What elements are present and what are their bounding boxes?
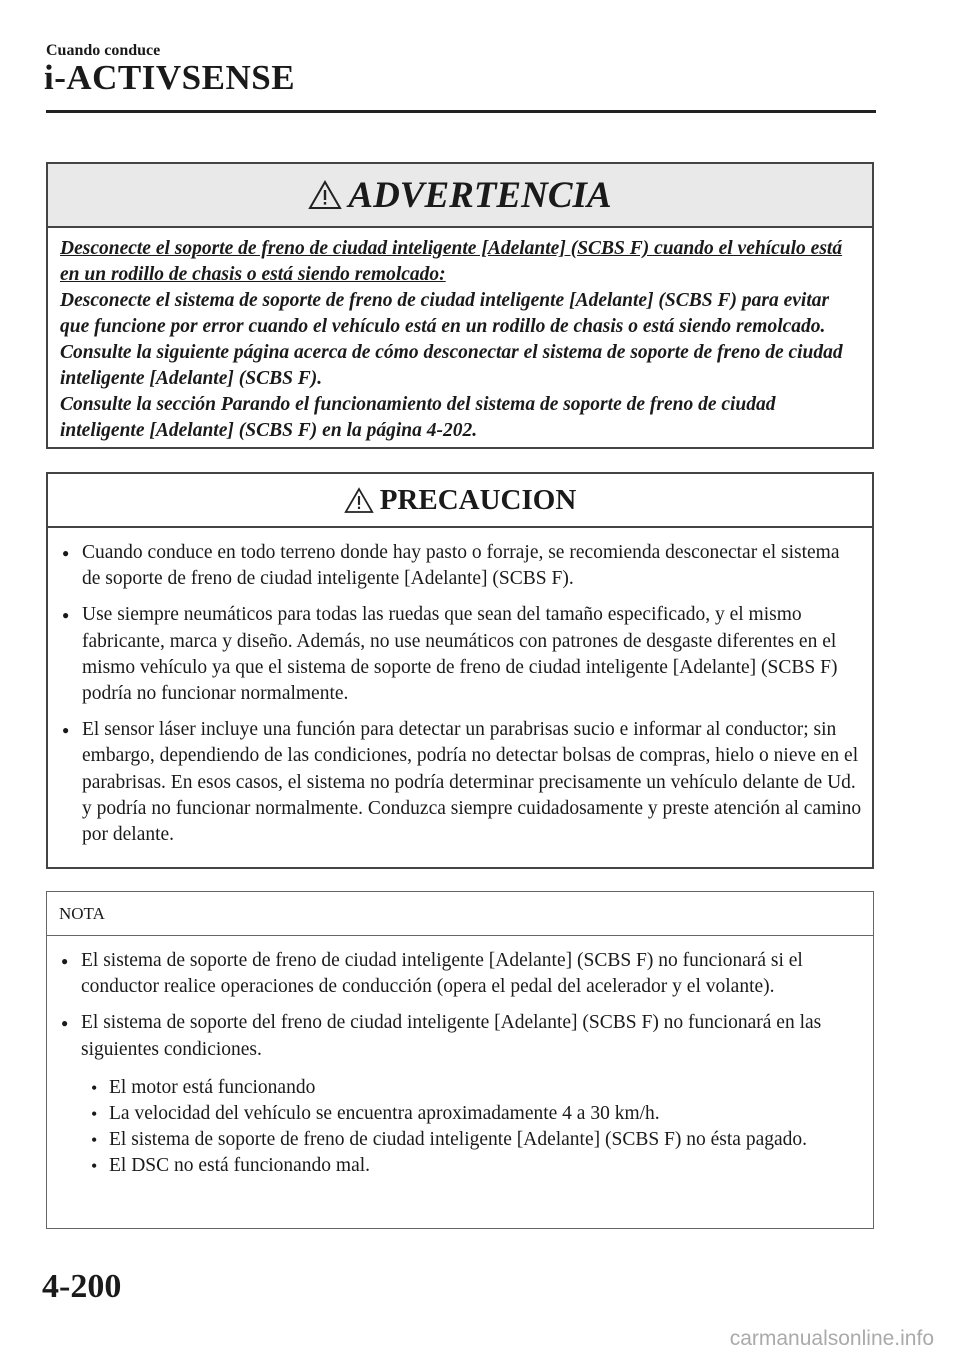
warning-header	[48, 164, 872, 228]
list-item	[59, 1010, 863, 1179]
caution-title: PRECAUCION	[379, 483, 577, 516]
note-box	[46, 891, 874, 1229]
header-divider	[46, 110, 876, 113]
list-item-text: El sistema de soporte del freno de ciudad inteligente [Adelante] (SCBS F) no funcionará en las siguientes condiciones.	[81, 1012, 822, 1060]
warning-body	[48, 228, 872, 444]
warning-triangle-icon	[308, 180, 342, 210]
sub-list-item: • La velocidad del vehículo se encuentra aproximadamente 4 a 30 km/h.	[81, 1101, 863, 1127]
note-sublist	[81, 1067, 863, 1180]
sub-list-item: • El sistema de soporte de freno de ciudad inteligente [Adelante] (SCBS F) no ésta pagado.	[81, 1127, 863, 1153]
warning-title: ADVERTENCIA	[348, 174, 612, 216]
caution-triangle-icon	[344, 487, 374, 514]
warning-reference: Consulte la sección Parando el funcionamiento del sistema de soporte de freno de ciudad inteligente [Adelante] (SCBS F) en la página 4-202.	[60, 394, 776, 441]
page-number: 4-200	[42, 1268, 122, 1305]
note-title: NOTA	[59, 903, 105, 923]
warning-box	[46, 162, 874, 449]
sub-list-item: • El DSC no está funcionando mal.	[81, 1153, 863, 1179]
list-item: ● El sensor láser incluye una función para detectar un parabrisas sucio e informar al conductor; sin embargo, dependiendo de las condiciones, podría no detectar bolsas de compras, hielo o nieve en el parabrisas. En esos casos, el sistema no podría determinar precisamente un vehículo delante de Ud. y podría no funcionar normalmente. Conduzca siempre cuidadosamente y preste atención al camino por delante.	[60, 717, 862, 848]
warning-text: Desconecte el sistema de soporte de freno de ciudad inteligente [Adelante] (SCBS F) para evitar que funcione por error cuando el vehículo está en un rodillo de chasis o está siendo remolcado. Consulte la siguiente página acerca de cómo desconectar el sistema de soporte de freno de ciudad inteligente [Adelante] (SCBS F).	[60, 290, 843, 389]
list-item: ● Use siempre neumáticos para todas las ruedas que sean del tamaño especificado, y el mismo fabricante, marca y diseño. Además, no use neumáticos con patrones de desgaste diferentes en el mismo vehículo ya que el sistema de soporte de freno de ciudad inteligente [Adelante] (SCBS F) podría no funcionar normalmente.	[60, 602, 862, 707]
caution-header	[48, 474, 872, 528]
list-item: ● Cuando conduce en todo terreno donde hay pasto o forraje, se recomienda desconectar el sistema de soporte de freno de ciudad inteligente [Adelante] (SCBS F).	[60, 540, 862, 592]
note-list	[47, 936, 873, 1180]
watermark[interactable]: carmanualsonline.info	[729, 1327, 934, 1350]
page-title: i-ACTIVSENSE	[44, 58, 296, 97]
sub-list-item: • El motor está funcionando	[81, 1075, 863, 1101]
caution-list	[48, 528, 872, 848]
warning-heading: Desconecte el soporte de freno de ciudad inteligente [Adelante] (SCBS F) cuando el vehículo está en un rodillo de chasis o está siendo remolcado:	[60, 238, 843, 285]
list-item: ● El sistema de soporte de freno de ciudad inteligente [Adelante] (SCBS F) no funcionará si el conductor realice operaciones de conducción (opera el pedal del acelerador y el volante).	[59, 948, 863, 1000]
note-header	[47, 892, 873, 936]
caution-box	[46, 472, 874, 869]
section-label: Cuando conduce	[46, 42, 161, 59]
